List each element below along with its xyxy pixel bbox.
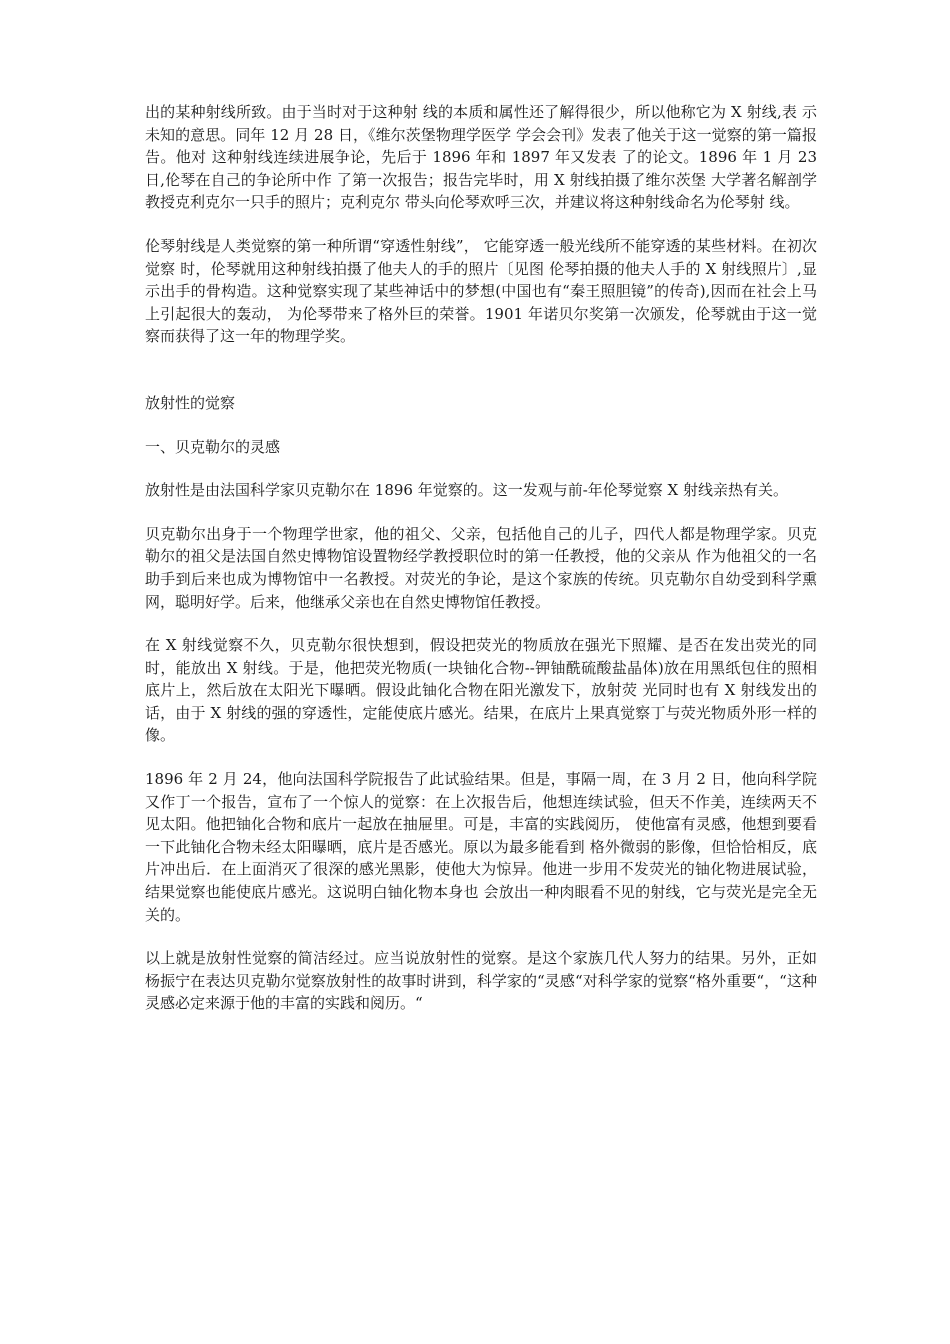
section-spacer (145, 369, 817, 392)
paragraph-x-ray-naming: 出的某种射线所致。由于当时对于这种射 线的本质和属性还了解得很少，所以他称它为 X 射线,表 示未知的意思。同年 12 月 28 日，《维尔茨堡物理学医学 学会会刊》发表了他关于这一觉察的第一篇报告。他对 这种射线连续进展争论，先后于 1896 年和 1897 年又发表 了的论文。1896 年 1 月 23 日,伦琴在自己的争论所中作 了第一次报告；报告完毕时，用 X 射线拍摄了维尔茨堡 大学著名解剖学教授克利克尔一只手的照片；克利克尔 带头向伦琴欢呼三次，并建议将这种射线命名为伦琴射 线。 (145, 103, 817, 212)
paragraph-academy-report: 1896 年 2 月 24，他向法国科学院报告了此试验结果。但是，事隔一周，在 3 月 2 日，他向科学院又作丁一个报告，宣布了一个惊人的觉察：在上次报告后，他想连续试验，但天不作美，连续两天不见太阳。他把铀化合物和底片一起放在抽屉里。可是，丰富的实践阅历， 使他富有灵感，他想到要看一下此铀化合物未经太阳曝晒，底片是否感光。原以为最多能看到 格外微弱的影像，但恰恰相反，底片冲出后．在上面消灭了很深的感光黑影，使他大为惊异。他进一步用不发荧光的铀化物进展试验，结果觉察也能使底片感光。这说明白铀化物本身也 会放出一种肉眼看不见的射线，它与荧光是完全无关的。 (145, 770, 817, 924)
section-title: 放射性的觉察 (145, 393, 236, 412)
paragraph-becquerel-family: 贝克勒尔出身于一个物理学世家，他的祖父、父亲，包括他自己的儿子，四代人都是物理学家。贝克勒尔的祖父是法国自然史博物馆设置物经学教授职位时的第一任教授，他的父亲从 作为他祖父的一名助手到后来也成为博物馆中一名教授。对荧光的争论，是这个家族的传统。贝克勒尔自幼受到科学熏网，聪明好学。后来，他继承父亲也在自然史博物馆任教授。 (145, 524, 817, 611)
paragraph-summary: 以上就是放射性觉察的简洁经过。应当说放射性的觉察。是这个家族几代人努力的结果。另外，正如杨振宁在表达贝克勒尔觉察放射性的故事时讲到，科学家的“灵感“对科学家的觉察“格外重要“，“这种灵感必定来源于他的丰富的实践和阅历。“ (145, 949, 817, 1013)
document-body (145, 101, 817, 1036)
paragraph-penetrating-ray: 伦琴射线是人类觉察的第一种所谓“穿透性射线”， 它能穿透一般光线所不能穿透的某些材料。在初次觉察 时，伦琴就用这种射线拍摄了他夫人的手的照片〔见图 伦琴拍摄的他夫人手的 X 射线照片〕,显示出手的骨构造。这种觉察实现了某些神话中的梦想(中国也有“秦王照胆镜”的传奇),因而在社会上马上引起很大的轰动， 为伦琴带来了格外巨的荣誉。1901 年诺贝尔奖第一次颁发，伦琴就由于这一觉察而获得了这一年的物理学奖。 (145, 236, 817, 346)
paragraph-fluorescence-experiment: 在 X 射线觉察不久，贝克勒尔很快想到，假设把荧光的物质放在强光下照耀、是否在发出荧光的同时，能放出 X 射线。于是，他把荧光物质(一块铀化合物--钾铀酰硫酸盐晶体)放在用黑纸包住的照相底片上，然后放在太阳光下曝晒。假设此铀化合物在阳光激发下，放射荧 光同时也有 X 射线发出的话，由于 X 射线的强的穿透性，定能使底片感光。结果，在底片上果真觉察丁与荧光物质外形一样的像。 (145, 636, 817, 745)
paragraph-radioactivity-intro: 放射性是由法国科学家贝克勒尔在 1896 年觉察的。这一发观与前-年伦琴觉察 X 射线亲热有关。 (145, 481, 788, 500)
subsection-title: 一、贝克勒尔的灵感 (145, 437, 281, 456)
